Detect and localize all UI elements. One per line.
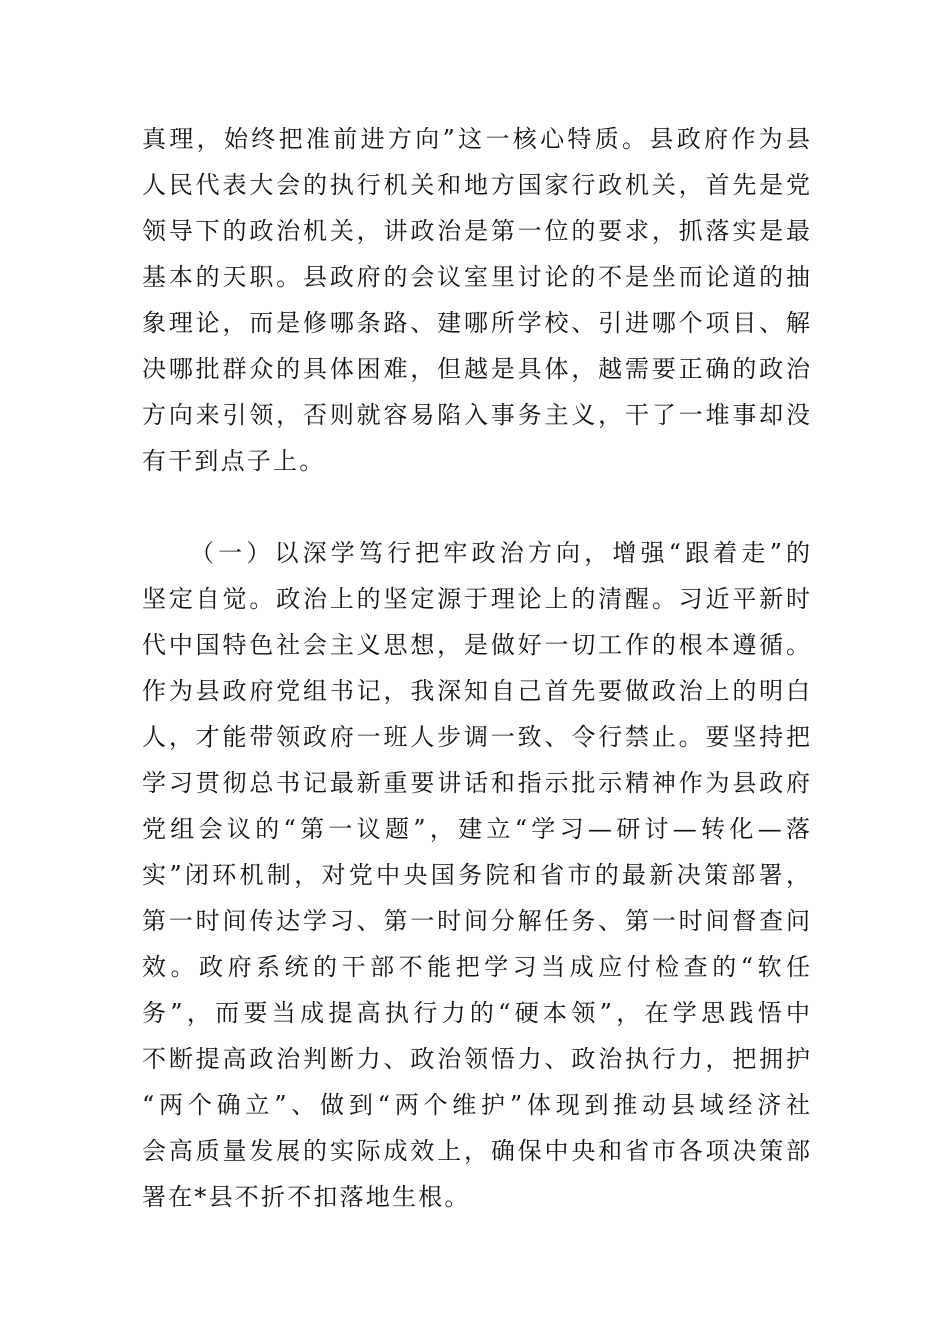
text-line: 方向来引领，否则就容易陷入事务主义，干了一堆事却没 (142, 401, 810, 429)
text-line: 坚定自觉。政治上的坚定源于理论上的清醒。习近平新时 (142, 585, 810, 613)
text-line: 务”，而要当成提高执行力的“硬本领”，在学思践悟中 (142, 999, 810, 1027)
text-line-indented: （一）以深学笃行把牢政治方向，增强“跟着走”的 (190, 539, 810, 567)
text-line: 实”闭环机制，对党中央国务院和省市的最新决策部署， (142, 861, 810, 889)
text-line: 真理，始终把准前进方向”这一核心特质。县政府作为县 (142, 125, 810, 153)
text-line: 有干到点子上。 (142, 447, 326, 475)
text-line: 象理论，而是修哪条路、建哪所学校、引进哪个项目、解 (142, 309, 810, 337)
text-line: 不断提高政治判断力、政治领悟力、政治执行力，把拥护 (142, 1045, 810, 1073)
text-line: 人，才能带领政府一班人步调一致、令行禁止。要坚持把 (142, 723, 810, 751)
text-line: 代中国特色社会主义思想，是做好一切工作的根本遵循。 (142, 631, 810, 659)
text-line: “两个确立”、做到“两个维护”体现到推动县域经济社 (142, 1091, 810, 1119)
text-line: 会高质量发展的实际成效上，确保中央和省市各项决策部 (142, 1137, 810, 1165)
text-line: 决哪批群众的具体困难，但越是具体，越需要正确的政治 (142, 355, 810, 383)
text-line: 效。政府系统的干部不能把学习当成应付检查的“软任 (142, 953, 810, 981)
paragraph-section-one (142, 530, 810, 1220)
text-line: 第一时间传达学习、第一时间分解任务、第一时间督查问 (142, 907, 810, 935)
text-line: 领导下的政治机关，讲政治是第一位的要求，抓落实是最 (142, 217, 810, 245)
text-line: 基本的天职。县政府的会议室里讨论的不是坐而论道的抽 (142, 263, 810, 291)
text-line: 人民代表大会的执行机关和地方国家行政机关，首先是党 (142, 171, 810, 199)
text-line: 署在*县不折不扣落地生根。 (142, 1183, 471, 1211)
text-line: 学习贯彻总书记最新重要讲话和指示批示精神作为县政府 (142, 769, 810, 797)
paragraph-intro (142, 116, 810, 484)
text-line: 党组会议的“第一议题”，建立“学习—研讨—转化—落 (142, 815, 810, 843)
text-line: 作为县政府党组书记，我深知自己首先要做政治上的明白 (142, 677, 810, 705)
